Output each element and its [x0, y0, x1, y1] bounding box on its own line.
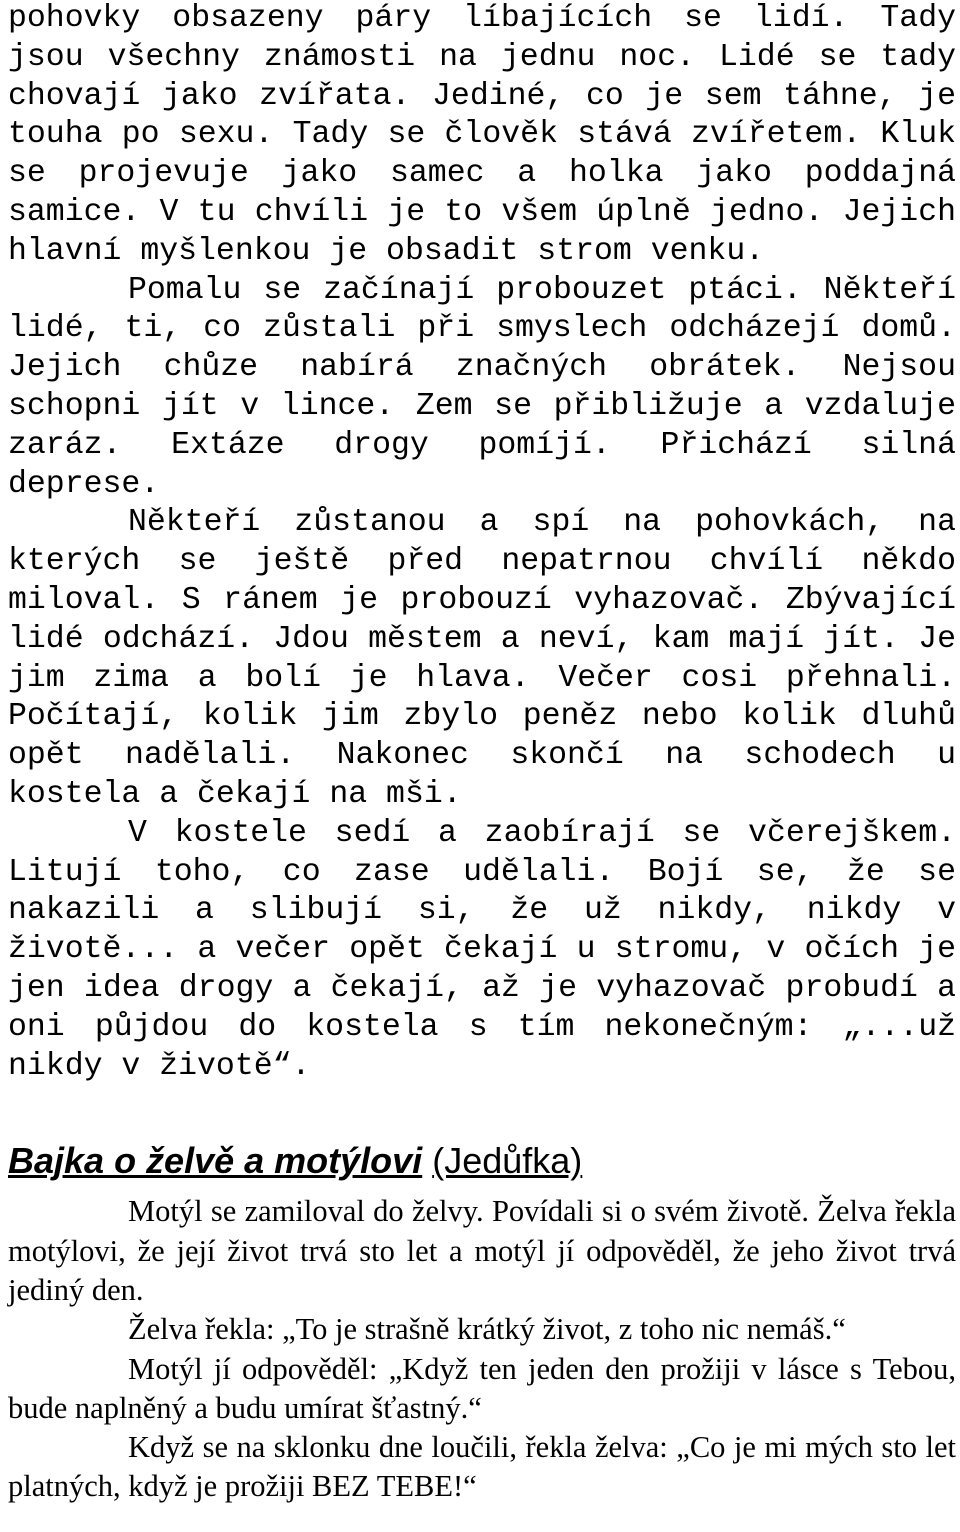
paragraph: Pomalu se začínají probouzet ptáci. Někteří lidé, ti, co zůstali při smyslech odcházejí domů. Jejich chůze nabírá značných obrátek. Nejsou schopni jít v lince. Zem se přibližuje a vzdaluje zaráz. Extáze drogy pomíjí. Přichází silná deprese. [8, 272, 956, 502]
paragraph: Někteří zůstanou a spí na pohovkách, na kterých se ještě před nepatrnou chvílí někdo miloval. S ránem je probouzí vyhazovač. Zbývající lidé odchází. Jdou městem a neví, kam mají jít. Je jim zima a bolí je hlava. Večer cosi přehnali. Počítají, kolik jim zbylo peněz nebo kolik dluhů opět nadělali. Nakonec skončí na schodech u kostela a čekají na mši. [8, 505, 956, 812]
document-page [8, 0, 956, 1507]
paragraph: Želva řekla: „To je strašně krátký život, z toho nic nemáš.“ [128, 1312, 846, 1347]
fable-title: Bajka o želvě a motýlovi [8, 1140, 423, 1182]
paragraph: V kostele sedí a zaobírají se včerejškem. Litují toho, co zase udělali. Bojí se, že se nakazili a slibují si, že už nikdy, nikdy v životě... a večer opět čekají u stromu, v očích je jen idea drogy a čekají, až je vyhazovač probudí a oni půjdou do kostela s tím nekonečným: „...už nikdy v životě“. [8, 815, 956, 1084]
paragraph: pohovky obsazeny páry líbajících se lidí. Tady jsou všechny známosti na jednu noc. Lidé se tady chovají jako zvířata. Jediné, co je sem táhne, je touha po sexu. Tady se člověk stává zvířetem. Kluk se projevuje jako samec a holka jako poddajná samice. V tu chvíli je to všem úplně jedno. Jejich hlavní myšlenkou je obsadit strom venku. [8, 1, 956, 269]
paragraph: Motýl se zamiloval do želvy. Povídali si o svém životě. Želva řekla motýlovi, že její život trvá sto let a motýl jí odpověděl, že jeho život trvá jediný den. [8, 1194, 956, 1307]
paragraph: Motýl jí odpověděl: „Když ten jeden den prožiji v lásce s Tebou, bude naplněný a budu umírat šťastný.“ [8, 1351, 956, 1425]
fable-author: (Jedůfka) [432, 1140, 583, 1182]
paragraph: Když se na sklonku dne loučili, řekla želva: „Co je mi mých sto let platných, když je prožiji BEZ TEBE!“ [8, 1430, 956, 1504]
fable-body [8, 1192, 956, 1506]
story-continuation [8, 0, 956, 1086]
fable-heading [8, 1139, 956, 1183]
